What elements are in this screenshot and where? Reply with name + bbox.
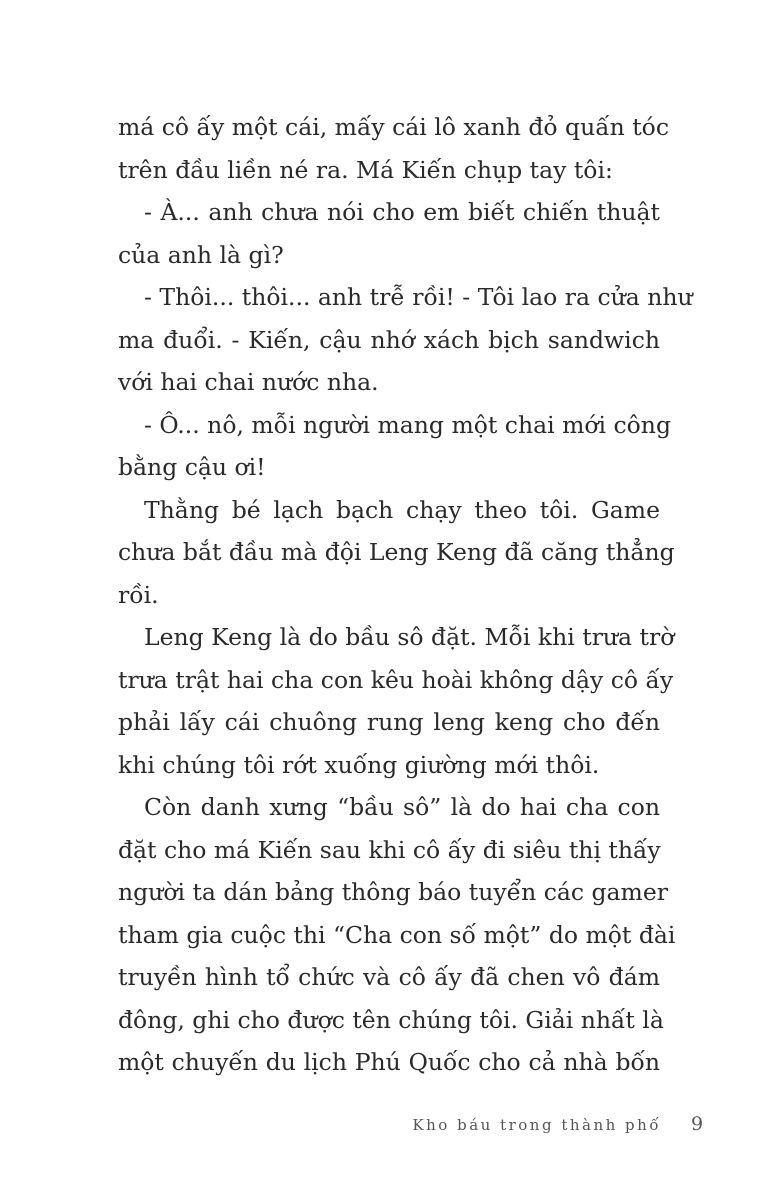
text-line: đông, ghi cho được tên chúng tôi. Giải nhất là (118, 1005, 664, 1034)
running-title: Kho báu trong thành phố (412, 1116, 661, 1134)
text-line: Thằng bé lạch bạch chạy theo tôi. Game (144, 495, 660, 524)
text-line: ma đuổi. - Kiến, cậu nhớ xách bịch sandwich (118, 325, 660, 354)
text-line: trưa trật hai cha con kêu hoài không dậy cô ấy (118, 665, 674, 694)
text-line: phải lấy cái chuông rung leng keng cho đến (118, 708, 660, 736)
text-line: Leng Keng là do bầu sô đặt. Mỗi khi trưa trờ (144, 623, 675, 651)
text-line: đặt cho má Kiến sau khi cô ấy đi siêu thị thấy (118, 835, 661, 864)
text-line: một chuyến du lịch Phú Quốc cho cả nhà bốn (118, 1048, 660, 1076)
text-line: Còn danh xưng “bầu sô” là do hai cha con (144, 793, 660, 821)
text-line: - Thôi... thôi... anh trễ rồi! - Tôi lao ra cửa như (144, 283, 693, 311)
text-line: - À... anh chưa nói cho em biết chiến thuật (144, 198, 660, 226)
text-line: với hai chai nước nha. (118, 368, 379, 396)
text-line: trên đầu liền né ra. Má Kiến chụp tay tôi: (118, 155, 613, 184)
page-number: 9 (691, 1113, 704, 1135)
text-line: má cô ấy một cái, mấy cái lô xanh đỏ quấn tóc (118, 113, 669, 141)
text-line: của anh là gì? (118, 240, 284, 269)
body-text (118, 106, 693, 1084)
text-line: tham gia cuộc thi “Cha con số một” do một đài (118, 920, 676, 949)
text-line: truyền hình tổ chức và cô ấy đã chen vô đám (118, 963, 660, 991)
text-line: chưa bắt đầu mà đội Leng Keng đã căng thẳng (118, 538, 675, 566)
text-line: - Ô... nô, mỗi người mang một chai mới công (144, 410, 671, 439)
text-line: rồi. (118, 580, 159, 609)
text-line: bằng cậu ơi! (118, 453, 266, 481)
text-line: khi chúng tôi rớt xuống giường mới thôi. (118, 750, 600, 779)
text-line: người ta dán bảng thông báo tuyển các gamer (118, 878, 668, 906)
